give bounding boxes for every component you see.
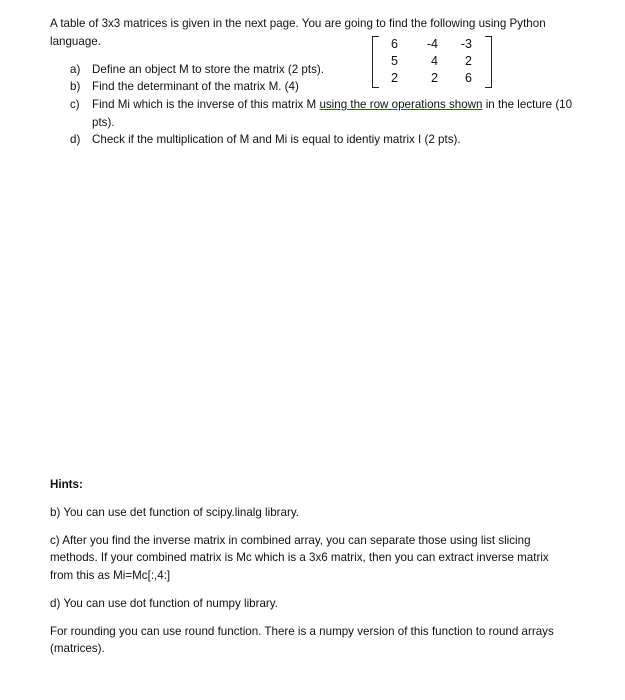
task-c-text-post: in the lecture (10 (482, 98, 573, 111)
hint-b: b) You can use det function of scipy.linalg library. (50, 506, 299, 519)
matrix-cell-r2c3: 2 (465, 54, 472, 68)
hints-title: Hints: (50, 478, 83, 491)
task-marker: d) (70, 133, 81, 146)
task-text: Define an object M to store the matrix (2 pts). (92, 63, 324, 76)
matrix-cell-r3c1: 2 (391, 71, 398, 85)
hint-c-line-1: c) After you find the inverse matrix in combined array, you can separate those using list slicing (50, 534, 531, 547)
task-c-continuation: pts). (92, 116, 115, 129)
task-marker: b) (70, 80, 81, 93)
matrix-cell-r2c2: 4 (431, 54, 438, 68)
matrix-cell-r1c2: -4 (426, 37, 438, 51)
task-c-underlined-phrase: using the row operations shown (319, 98, 483, 111)
matrix-cell-r1c3: -3 (460, 37, 472, 51)
matrix-cell-r2c1: 5 (391, 54, 398, 68)
hint-c-line-3: from this as Mi=Mc[:,4:] (50, 569, 171, 582)
intro-line-2: language. (50, 35, 101, 48)
task-marker: c) (70, 98, 80, 111)
rounding-note-line-1: For rounding you can use round function. There is a numpy version of this function to round arrays (50, 625, 554, 638)
task-text: Check if the multiplication of M and Mi is equal to identiy matrix I (2 pts). (92, 133, 461, 146)
matrix-cell-r1c1: 6 (391, 37, 398, 51)
hint-d: d) You can use dot function of numpy library. (50, 597, 278, 610)
task-text: Find the determinant of the matrix M. (4) (92, 80, 299, 93)
task-text (92, 98, 572, 112)
task-marker: a) (70, 63, 81, 76)
matrix-right-bracket (485, 36, 492, 88)
intro-line-1: A table of 3x3 matrices is given in the next page. You are going to find the following using Python (50, 17, 546, 30)
hint-c-line-2: methods. If your combined matrix is Mc which is a 3x6 matrix, then you can extract inverse matrix (50, 551, 549, 564)
matrix-cell-r3c3: 6 (465, 71, 472, 85)
matrix-m (372, 34, 492, 90)
task-c-text-pre: Find Mi which is the inverse of this matrix M (92, 98, 320, 111)
matrix-cell-r3c2: 2 (431, 71, 438, 85)
rounding-note-line-2: (matrices). (50, 642, 105, 655)
